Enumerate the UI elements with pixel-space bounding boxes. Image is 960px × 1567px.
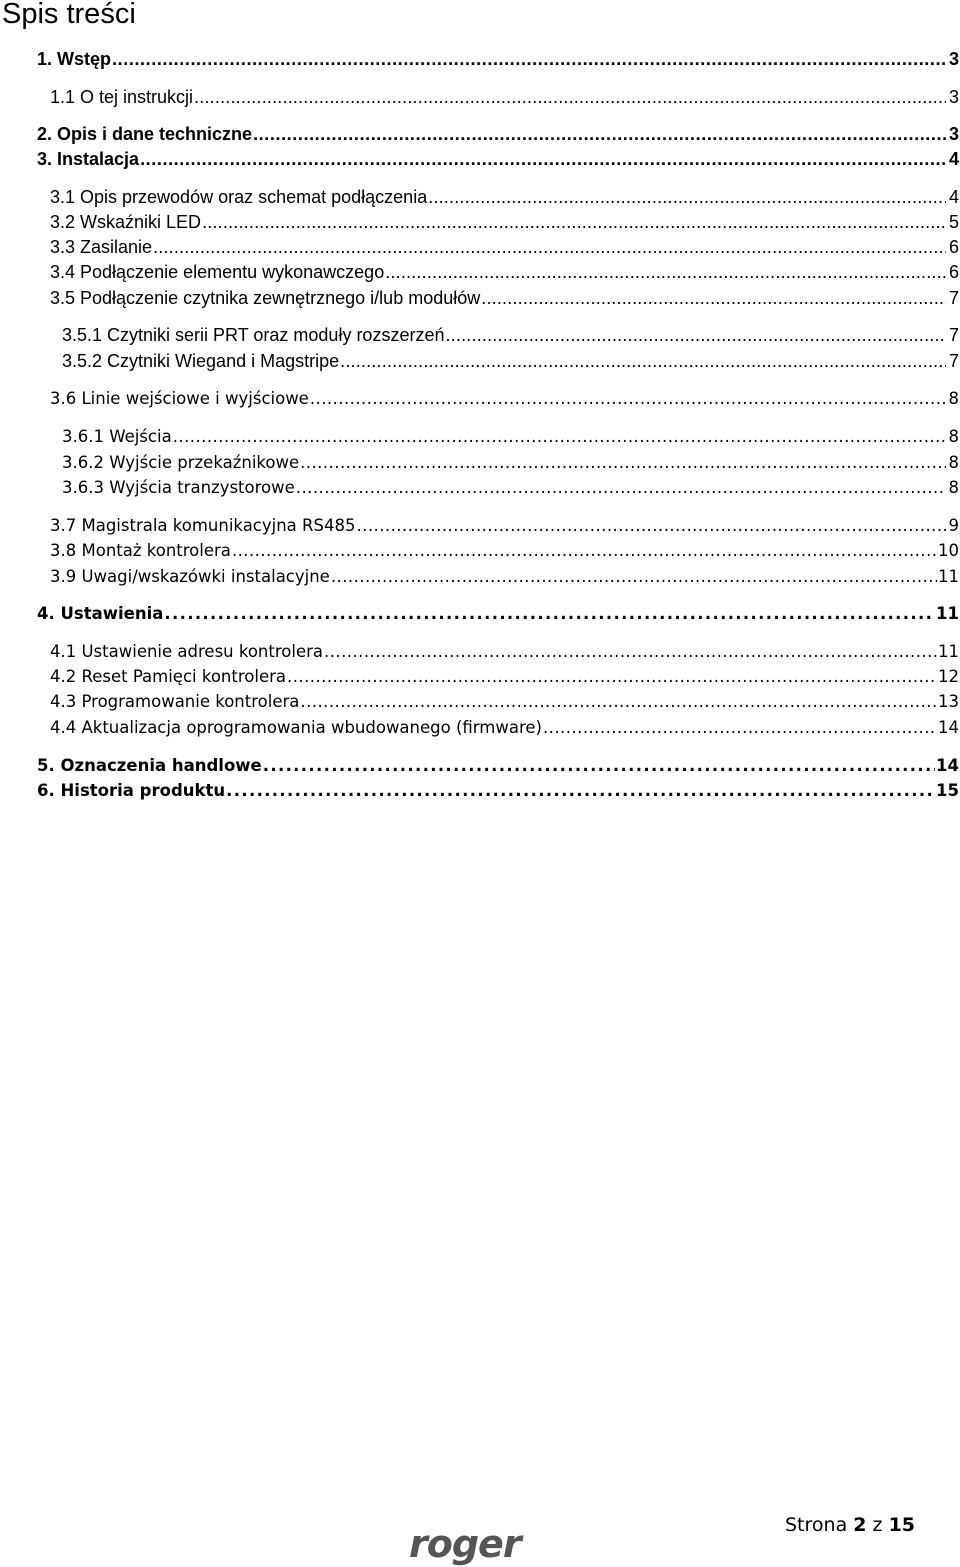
toc-dot-leader: [356, 513, 946, 539]
page-title: Spis treści: [2, 0, 136, 30]
toc-entry[interactable]: [50, 664, 959, 690]
toc-entry-title: 3.9 Uwagi/wskazówki instalacyjne: [50, 567, 330, 586]
toc-entry-title: 3.8 Montaż kontrolera: [50, 541, 231, 560]
toc-dot-leader: [385, 259, 946, 285]
toc-dot-leader: [173, 424, 946, 450]
toc-entry-page: 4: [948, 149, 959, 169]
toc-dot-leader: [202, 209, 946, 235]
toc-entry-title: 2. Opis i dane techniczne: [37, 124, 253, 144]
toc-entry-page: 7: [948, 325, 959, 345]
toc-entry-page: 3: [948, 124, 959, 144]
toc-entry-title: 3.5 Podłączenie czytnika zewnętrznego i/lub modułów: [50, 288, 481, 308]
toc-entry-title: 4.3 Programowanie kontrolera: [50, 692, 300, 711]
toc-entry[interactable]: [50, 234, 959, 260]
toc-entry-page: 14: [936, 756, 959, 775]
toc-entry[interactable]: [62, 424, 959, 450]
toc-entry[interactable]: [50, 84, 959, 110]
toc-entry-title: 3.1 Opis przewodów oraz schemat podłączenia: [50, 187, 428, 207]
toc-dot-leader: [428, 184, 946, 210]
toc-entry-title: 4.1 Ustawienie adresu kontrolera: [50, 642, 323, 661]
toc-dot-leader: [287, 664, 937, 690]
toc-entry-page: 3: [948, 49, 959, 69]
toc-entry-page: 8: [948, 427, 959, 446]
toc-entry[interactable]: [62, 450, 959, 476]
toc-entry[interactable]: [62, 322, 959, 348]
toc-entry-title: 3.4 Podłączenie elementu wykonawczego: [50, 262, 385, 282]
toc-entry[interactable]: [62, 475, 959, 501]
toc-dot-leader: [232, 538, 937, 564]
toc-entry-page: 12: [938, 667, 959, 686]
toc-entry[interactable]: [50, 564, 959, 590]
toc-entry-title: 3.7 Magistrala komunikacyjna RS485: [50, 516, 356, 535]
toc-entry-title: 3.6.1 Wejścia: [62, 427, 172, 446]
toc-entry-page: 15: [936, 781, 959, 800]
toc-entry-page: 11: [938, 642, 959, 661]
toc-entry-page: 8: [948, 389, 959, 408]
toc-entry-title: 5. Oznaczenia handlowe: [37, 756, 262, 775]
toc-entry[interactable]: [50, 513, 959, 539]
toc-entry-page: 5: [948, 212, 959, 232]
toc-entry-page: 7: [948, 288, 959, 308]
page-current: 2: [853, 1514, 867, 1536]
toc-entry-title: 6. Historia produktu: [37, 781, 226, 800]
toc-entry-page: 10: [938, 541, 959, 560]
toc-entry[interactable]: [50, 386, 959, 412]
toc-dot-leader: [331, 564, 937, 590]
toc-entry-page: 8: [948, 478, 959, 497]
toc-entry-title: 3.2 Wskaźniki LED: [50, 212, 202, 232]
toc-entry-page: 11: [938, 567, 959, 586]
toc-entry-title: 1. Wstęp: [37, 49, 112, 69]
toc-dot-leader: [300, 450, 946, 476]
toc-entry-page: 13: [938, 692, 959, 711]
toc-dot-leader: [263, 753, 935, 779]
toc-entry-page: 6: [948, 262, 959, 282]
toc-entry[interactable]: [62, 348, 959, 374]
toc-dot-leader: [310, 386, 946, 412]
toc-entry-title: 4.2 Reset Pamięci kontrolera: [50, 667, 286, 686]
toc-entry-page: 3: [948, 87, 959, 107]
toc-entry[interactable]: [37, 753, 959, 779]
toc-entry[interactable]: [50, 259, 959, 285]
toc-entry-page: 6: [948, 237, 959, 257]
toc-dot-leader: [445, 322, 946, 348]
toc-entry-page: 8: [948, 453, 959, 472]
toc-dot-leader: [194, 84, 946, 110]
toc-entry[interactable]: [37, 46, 959, 72]
toc-entry-page: 11: [936, 604, 959, 623]
roger-logo: roger: [409, 1522, 521, 1566]
toc-entry[interactable]: [50, 184, 959, 210]
toc-entry[interactable]: [37, 146, 959, 172]
toc-entry-title: 3.6 Linie wejściowe i wyjściowe: [50, 389, 309, 408]
toc-dot-leader: [112, 46, 946, 72]
toc-dot-leader: [164, 601, 935, 627]
toc-dot-leader: [481, 285, 946, 311]
toc-entry[interactable]: [50, 715, 959, 741]
toc-entry-page: 4: [948, 187, 959, 207]
toc-entry-title: 3.5.1 Czytniki serii PRT oraz moduły rozszerzeń: [62, 325, 445, 345]
toc-dot-leader: [300, 689, 937, 715]
toc-entry[interactable]: [50, 285, 959, 311]
page-number: [785, 1512, 915, 1538]
toc-dot-leader: [324, 639, 937, 665]
toc-entry-title: 4.4 Aktualizacja oprogramowania wbudowanego (firmware): [50, 718, 542, 737]
toc-entry-title: 3.5.2 Czytniki Wiegand i Magstripe: [62, 351, 340, 371]
toc-entry[interactable]: [50, 639, 959, 665]
toc-dot-leader: [340, 348, 946, 374]
toc-entry-page: 7: [948, 351, 959, 371]
toc-dot-leader: [140, 146, 946, 172]
page-separator: z: [872, 1514, 883, 1536]
toc-entry-title: 1.1 O tej instrukcji: [50, 87, 194, 107]
toc-entry[interactable]: [37, 601, 959, 627]
toc-entry-title: 3. Instalacja: [37, 149, 140, 169]
toc-dot-leader: [543, 715, 937, 741]
toc-dot-leader: [253, 121, 946, 147]
toc-entry-page: 14: [938, 718, 959, 737]
toc-entry-title: 4. Ustawienia: [37, 604, 164, 623]
toc-dot-leader: [226, 778, 935, 804]
page-label: Strona: [785, 1514, 848, 1536]
toc-dot-leader: [153, 234, 946, 260]
toc-entry[interactable]: [37, 121, 959, 147]
toc-entry-title: 3.3 Zasilanie: [50, 237, 153, 257]
toc-entry-title: 3.6.3 Wyjścia tranzystorowe: [62, 478, 295, 497]
toc-entry-page: 9: [948, 516, 959, 535]
page-total: 15: [888, 1514, 916, 1536]
toc-entry[interactable]: [50, 209, 959, 235]
toc-entry[interactable]: [50, 689, 959, 715]
toc-entry[interactable]: [50, 538, 959, 564]
toc-dot-leader: [296, 475, 946, 501]
toc-entry[interactable]: [37, 778, 959, 804]
toc-entry-title: 3.6.2 Wyjście przekaźnikowe: [62, 453, 300, 472]
